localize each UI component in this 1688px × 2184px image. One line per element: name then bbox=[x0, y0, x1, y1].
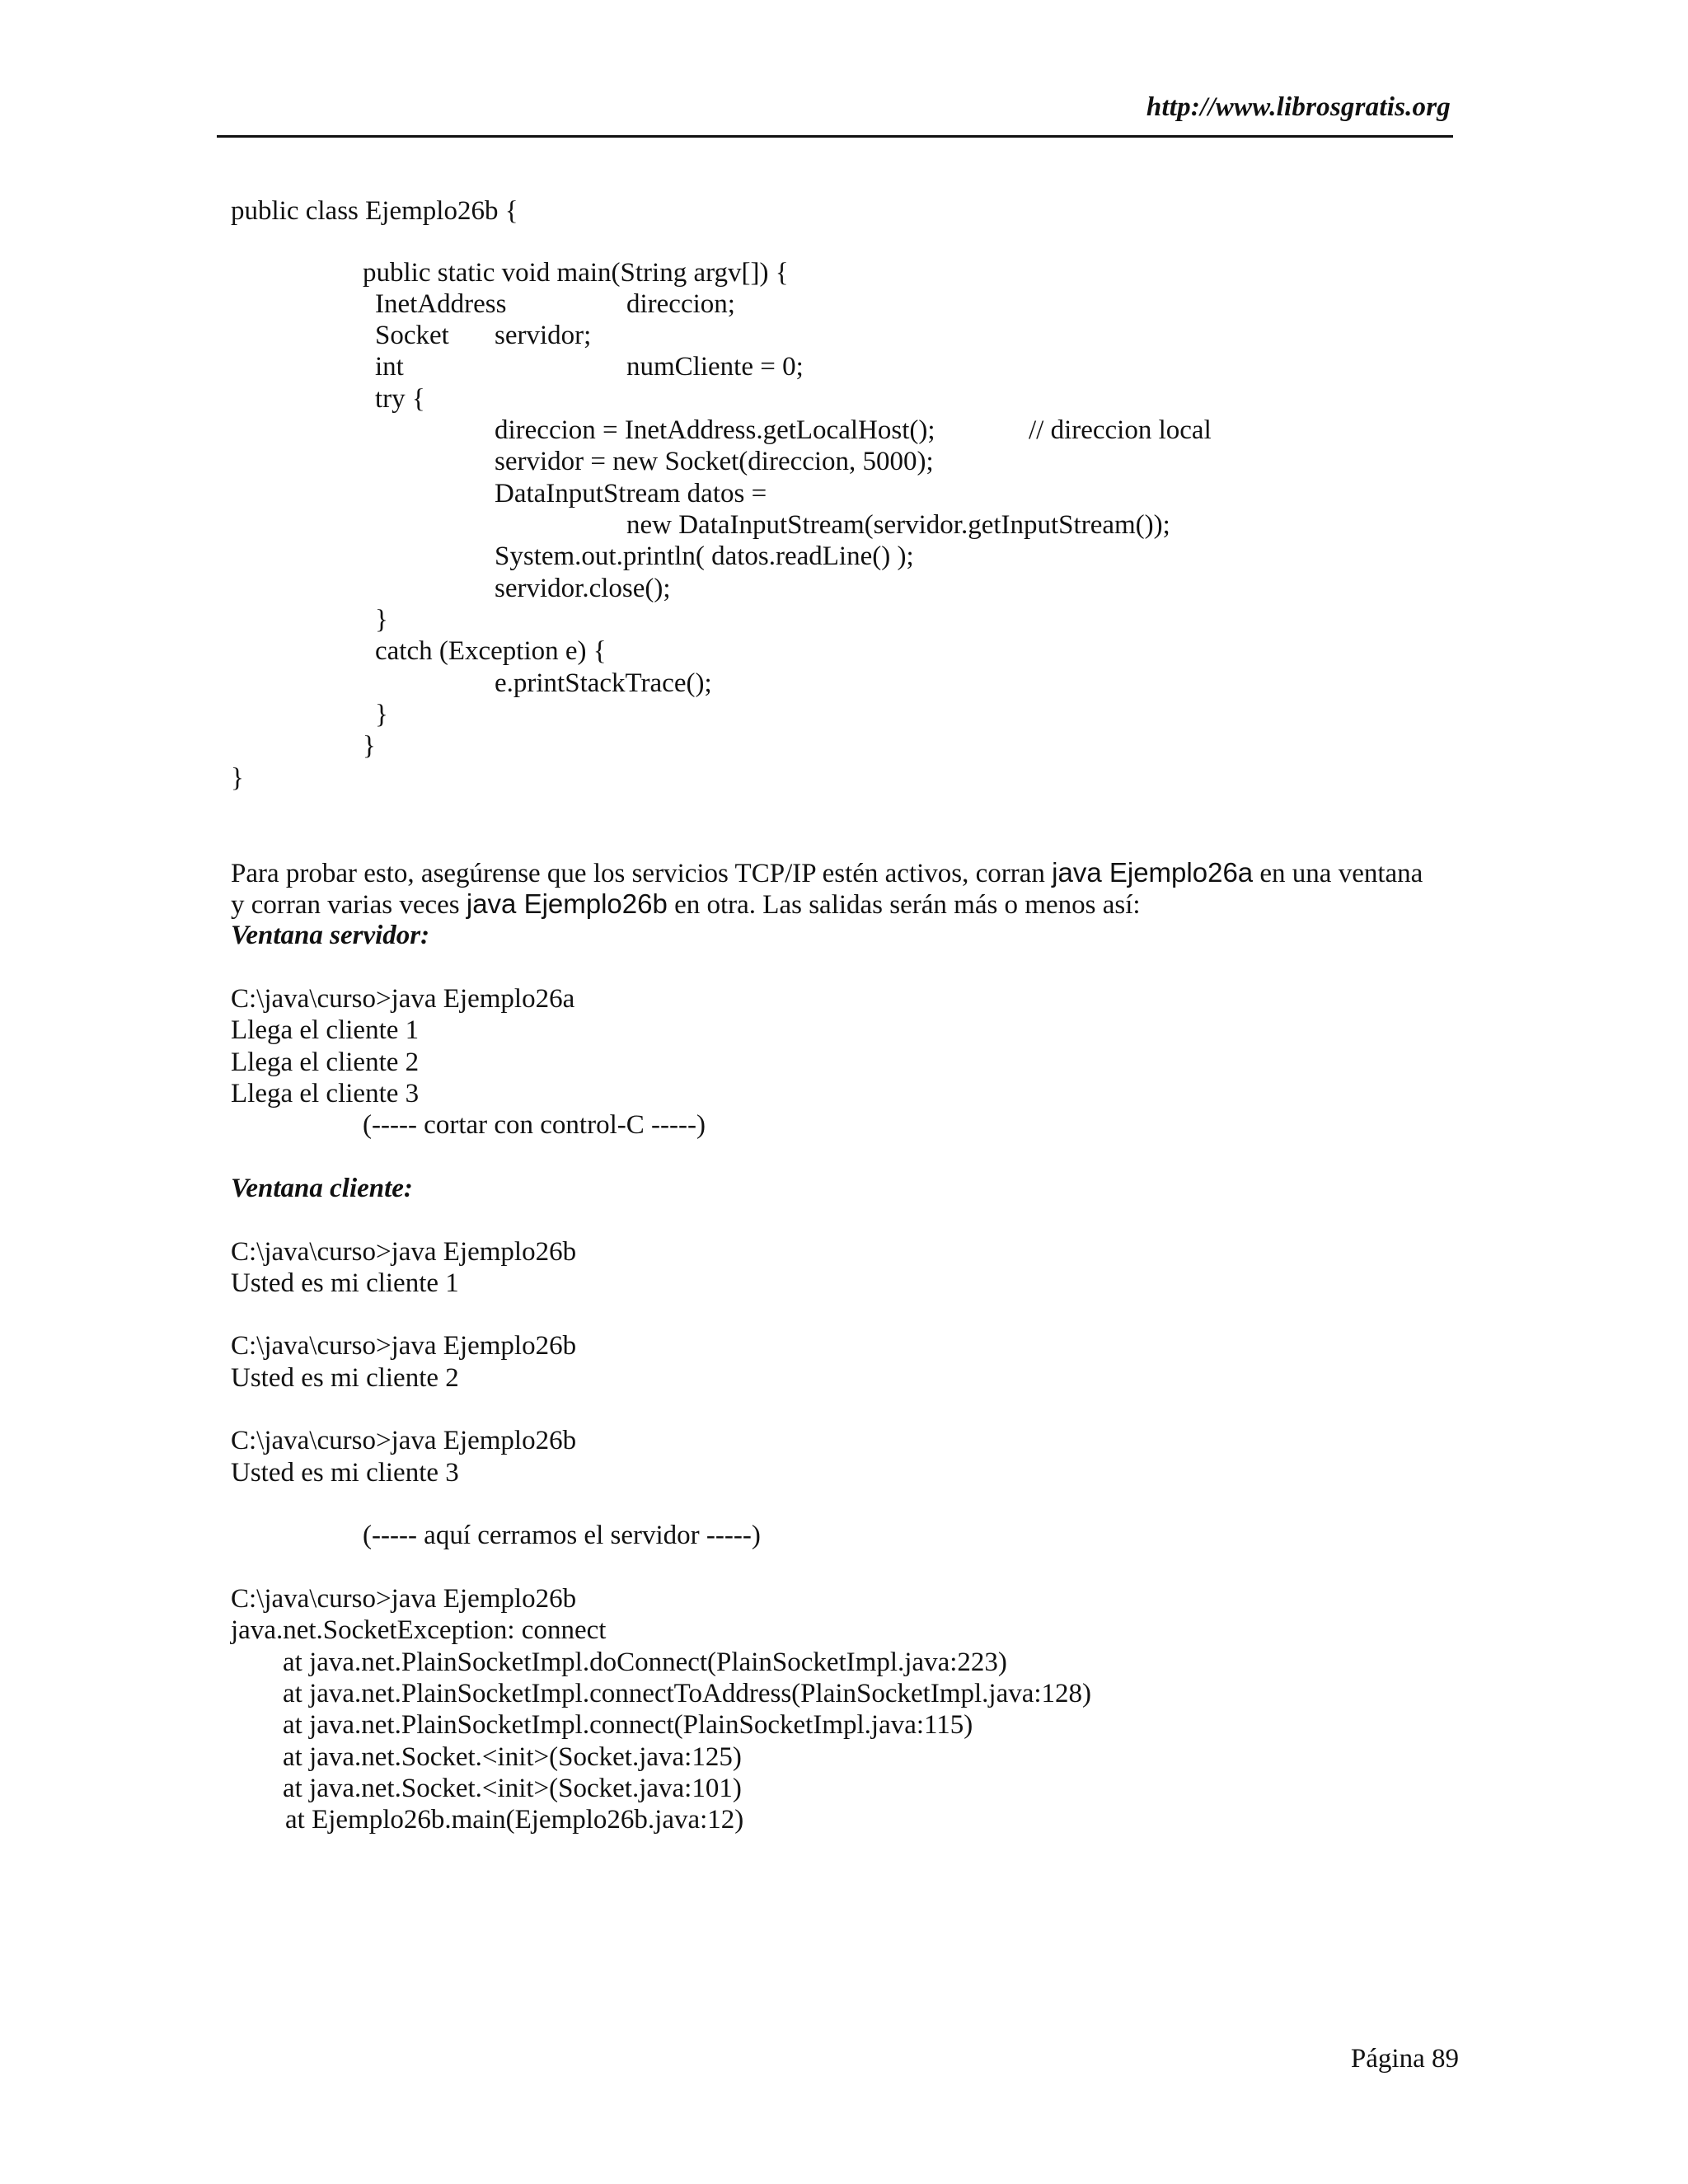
code-var3-type: int bbox=[375, 352, 404, 382]
paragraph-line-1 bbox=[231, 857, 1423, 889]
server-note: (----- cortar con control-C -----) bbox=[363, 1110, 706, 1140]
server-line: Llega el cliente 2 bbox=[231, 1047, 420, 1077]
client-line: Usted es mi cliente 2 bbox=[231, 1363, 459, 1393]
code-var3-name: numCliente = 0; bbox=[626, 352, 804, 382]
code-var1-type: InetAddress bbox=[375, 289, 507, 319]
header-url[interactable]: http://www.librosgratis.org bbox=[1146, 92, 1451, 122]
header-rule bbox=[217, 135, 1453, 138]
server-line: Llega el cliente 3 bbox=[231, 1079, 420, 1108]
code-catch-stmt: e.printStackTrace(); bbox=[495, 668, 712, 698]
code-stmt1: direccion = InetAddress.getLocalHost(); bbox=[495, 415, 935, 445]
exception-line: java.net.SocketException: connect bbox=[231, 1615, 607, 1645]
code-var1-name: direccion; bbox=[626, 289, 735, 319]
code-catch-open: catch (Exception e) { bbox=[375, 636, 607, 666]
code-stmt1-comment: // direccion local bbox=[1029, 415, 1212, 445]
command-java-ejemplo26b: java Ejemplo26b bbox=[466, 888, 668, 919]
code-try-close: } bbox=[375, 605, 388, 635]
stack-trace-line: at java.net.PlainSocketImpl.connectToAddress(PlainSocketImpl.java:128) bbox=[283, 1679, 1092, 1708]
client-note: (----- aquí cerramos el servidor -----) bbox=[363, 1521, 761, 1550]
client-line: C:\java\curso>java Ejemplo26b bbox=[231, 1584, 577, 1614]
server-line: C:\java\curso>java Ejemplo26a bbox=[231, 984, 575, 1014]
command-java-ejemplo26a: java Ejemplo26a bbox=[1052, 857, 1254, 888]
code-stmt3: DataInputStream datos = bbox=[495, 479, 767, 509]
client-line: Usted es mi cliente 3 bbox=[231, 1458, 459, 1488]
paragraph-text: en una ventana bbox=[1253, 859, 1423, 888]
page-number: Página 89 bbox=[1350, 2044, 1459, 2074]
client-line: C:\java\curso>java Ejemplo26b bbox=[231, 1426, 577, 1455]
stack-trace-line: at java.net.PlainSocketImpl.connect(PlainSocketImpl.java:115) bbox=[283, 1710, 973, 1740]
code-class-close: } bbox=[231, 763, 244, 793]
paragraph-text: Para probar esto, asegúrense que los servicios TCP/IP estén activos, corran bbox=[231, 859, 1053, 888]
stack-trace-line: at java.net.PlainSocketImpl.doConnect(PlainSocketImpl.java:223) bbox=[283, 1647, 1007, 1677]
code-stmt2: servidor = new Socket(direccion, 5000); bbox=[495, 447, 934, 476]
code-try-open: try { bbox=[375, 384, 425, 414]
code-class-decl: public class Ejemplo26b { bbox=[231, 196, 518, 226]
paragraph-line-2 bbox=[231, 888, 1141, 921]
client-line: Usted es mi cliente 1 bbox=[231, 1268, 459, 1298]
client-heading: Ventana cliente: bbox=[231, 1174, 413, 1203]
server-heading: Ventana servidor: bbox=[231, 921, 430, 950]
client-line: C:\java\curso>java Ejemplo26b bbox=[231, 1331, 577, 1361]
paragraph-text: y corran varias veces bbox=[231, 890, 467, 920]
code-var2-type: Socket bbox=[375, 321, 449, 350]
code-catch-close: } bbox=[375, 700, 388, 729]
stack-trace-line: at java.net.Socket.<init>(Socket.java:125) bbox=[283, 1742, 742, 1772]
code-stmt5: servidor.close(); bbox=[495, 574, 671, 603]
stack-trace-line: at Ejemplo26b.main(Ejemplo26b.java:12) bbox=[285, 1805, 744, 1835]
code-main-close: } bbox=[363, 731, 376, 761]
stack-trace-line: at java.net.Socket.<init>(Socket.java:101) bbox=[283, 1774, 742, 1803]
code-stmt3-cont: new DataInputStream(servidor.getInputStream()); bbox=[626, 510, 1170, 540]
code-stmt4: System.out.println( datos.readLine() ); bbox=[495, 541, 914, 571]
server-line: Llega el cliente 1 bbox=[231, 1015, 420, 1045]
paragraph-text: en otra. Las salidas serán más o menos así: bbox=[667, 890, 1141, 920]
client-line: C:\java\curso>java Ejemplo26b bbox=[231, 1237, 577, 1267]
code-main-decl: public static void main(String argv[]) { bbox=[363, 258, 789, 288]
code-var2-name: servidor; bbox=[495, 321, 592, 350]
